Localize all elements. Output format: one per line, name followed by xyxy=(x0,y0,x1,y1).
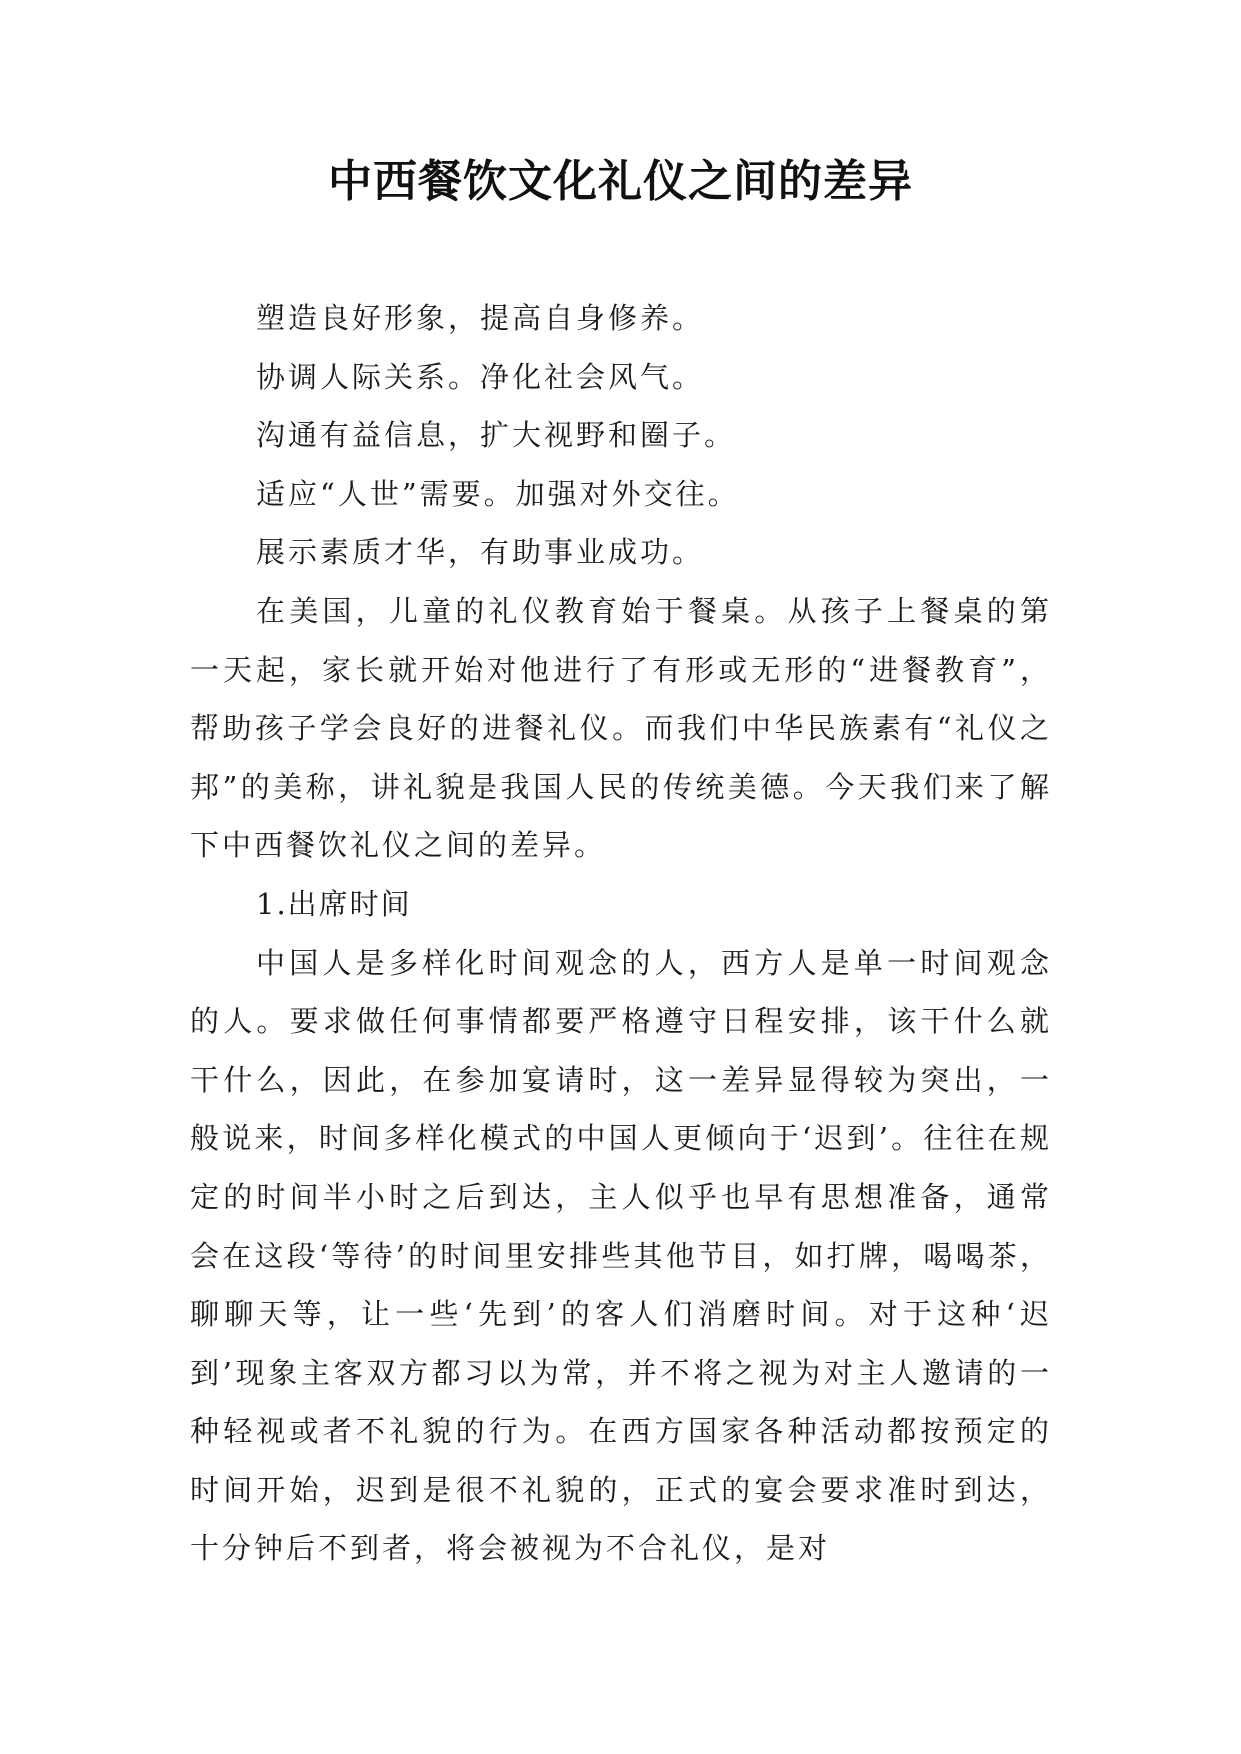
paragraph-adaptation: 适应“人世”需要。加强对外交往。 xyxy=(256,476,740,511)
paragraph-introduction: 在美国，儿童的礼仪教育始于餐桌。从孩子上餐桌的第一天起，家长就开始对他进行了有形或无形的“进餐教育”，帮助孩子学会良好的进餐礼仪。而我们中华民族素有“礼仪之邦”的美称，讲礼貌是我国人民的传统美德。今天我们来了解下中西餐饮礼仪之间的差异。 xyxy=(190,593,1052,863)
paragraph-talent: 展示素质才华，有助事业成功。 xyxy=(256,535,705,570)
section-heading-attendance-time: 1.出席时间 xyxy=(256,886,412,921)
paragraph-communication: 沟通有益信息，扩大视野和圈子。 xyxy=(256,418,737,453)
paragraph-interpersonal: 协调人际关系。净化社会风气。 xyxy=(256,359,705,394)
paragraph-image-building: 塑造良好形象，提高自身修养。 xyxy=(256,301,705,335)
paragraph-attendance-time: 中国人是多样化时间观念的人，西方人是单一时间观念的人。要求做任何事情都要严格遵守日程安排，该干什么就干什么，因此，在参加宴请时，这一差异显得较为突出，一般说来，时间多样化模式的中国人更倾向于‘迟到’。往往在规定的时间半小时之后到达，主人似乎也早有思想准备，通常会在这段‘等待’的时间里安排些其他节目，如打牌，喝喝茶，聊聊天等，让一些‘先到’的客人们消磨时间。对于这种‘迟到’现象主客双方都习以为常，并不将之视为对主人邀请的一种轻视或者不礼貌的行为。在西方国家各种活动都按预定的时间开始，迟到是很不礼貌的，正式的宴会要求准时到达，十分钟后不到者，将会被视为不合礼仪，是对 xyxy=(190,945,1052,1566)
document-body xyxy=(190,289,1052,1578)
document-title: 中西餐饮文化礼仪之间的差异 xyxy=(328,156,913,207)
